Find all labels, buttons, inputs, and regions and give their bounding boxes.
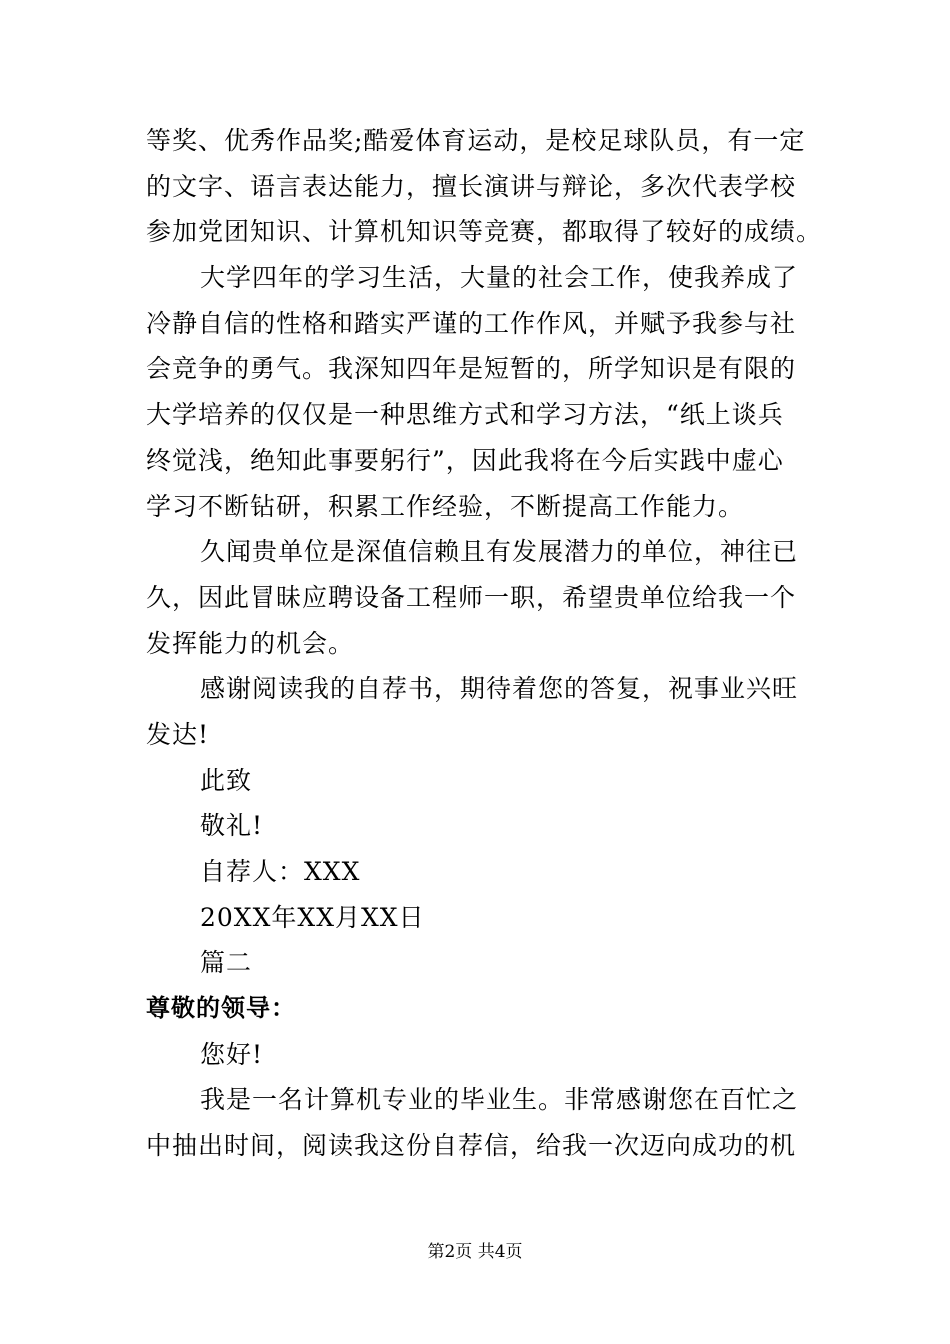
greeting: 您好!	[200, 1039, 264, 1069]
text-line: 等奖、优秀作品奖;酷爱体育运动，是校足球队员，有一定	[146, 126, 806, 155]
text-line: 学习不断钻研，积累工作经验，不断提高工作能力。	[146, 491, 745, 521]
section-heading: 篇二	[200, 948, 253, 978]
closing-line: 此致	[200, 765, 253, 795]
text-line: 大学培养的仅仅是一种思维方式和学习方法，“纸上谈兵	[146, 400, 784, 430]
text-line: 中抽出时间，阅读我这份自荐信，给我一次迈向成功的机	[146, 1131, 797, 1161]
text-line: 参加党团知识、计算机知识等竞赛，都取得了较好的成绩。	[146, 217, 823, 247]
text-line: 我是一名计算机专业的毕业生。非常感谢您在百忙之	[200, 1085, 799, 1115]
text-line: 终觉浅，绝知此事要躬行”，因此我将在今后实践中虚心	[146, 445, 784, 475]
text-line: 会竞争的勇气。我深知四年是短暂的，所学知识是有限的	[146, 354, 797, 384]
page-number: 第2页 共4页	[427, 1242, 523, 1262]
text-line: 久闻贵单位是深值信赖且有发展潜力的单位，神往已	[200, 537, 799, 567]
text-line: 感谢阅读我的自荐书，期待着您的答复，祝事业兴旺	[200, 674, 799, 704]
text-line: 久，因此冒昧应聘设备工程师一职，希望贵单位给我一个	[146, 582, 797, 612]
text-line: 发达!	[146, 719, 210, 749]
text-line: 大学四年的学习生活，大量的社会工作，使我养成了	[200, 263, 799, 293]
text-line: 发挥能力的机会。	[146, 628, 355, 658]
signature-line: 自荐人：XXX	[200, 857, 361, 886]
document-body	[146, 118, 823, 1169]
date-line: 20XX年XX月XX日	[200, 902, 425, 932]
salutation: 尊敬的领导：	[146, 994, 296, 1023]
text-line: 冷静自信的性格和踏实严谨的工作作风，并赋予我参与社	[146, 308, 797, 338]
closing-line: 敬礼!	[200, 811, 264, 841]
text-line: 的文字、语言表达能力，擅长演讲与辩论，多次代表学校	[146, 171, 797, 201]
